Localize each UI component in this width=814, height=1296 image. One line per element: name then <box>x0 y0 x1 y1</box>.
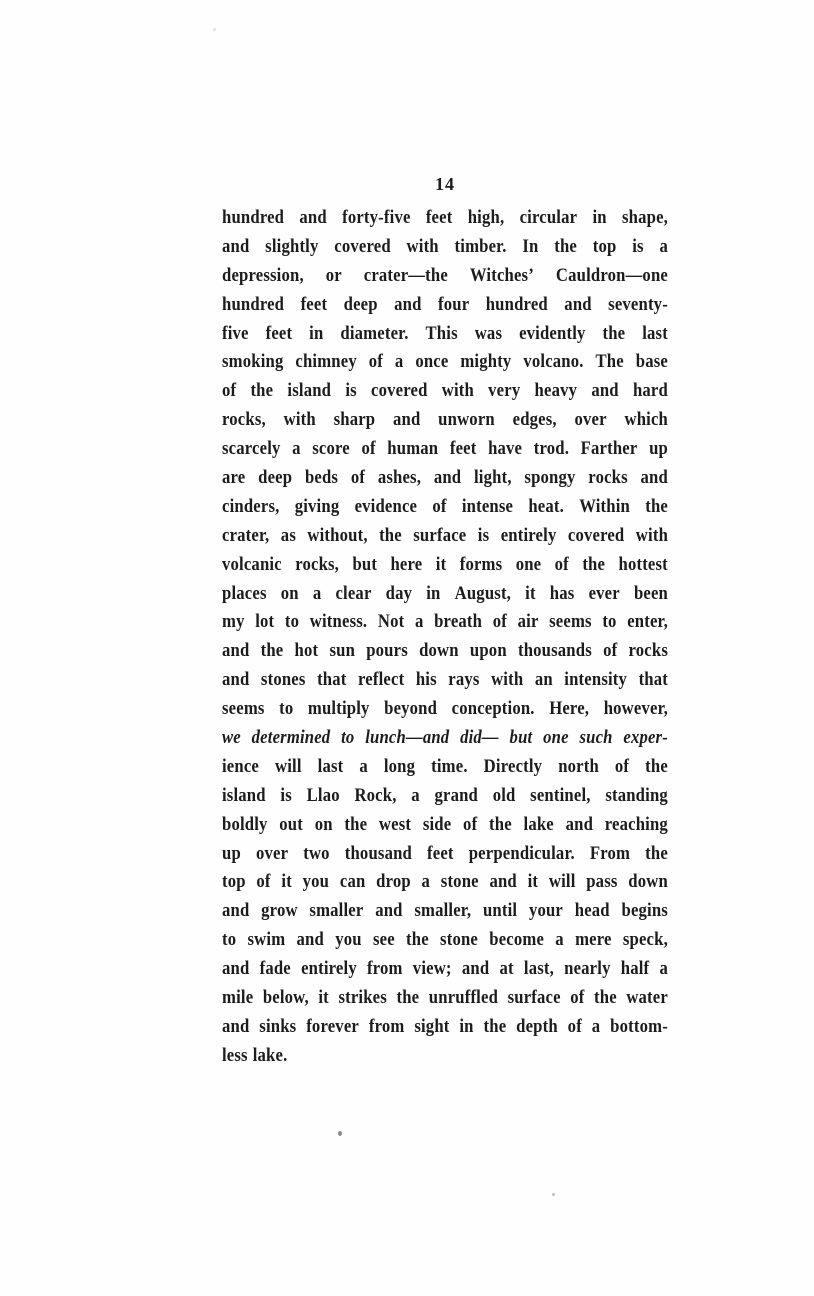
text-line: seems to multiply beyond conception. Here, however, <box>222 698 668 720</box>
text-line: and slightly covered with timber. In the top is a <box>222 235 669 257</box>
scan-speck <box>338 1131 342 1136</box>
text-block <box>222 204 668 1071</box>
text-line: hundred feet deep and four hundred and seventy- <box>222 293 668 315</box>
text-line: mile below, it strikes the unruffled surface of the water <box>222 987 668 1009</box>
text-line: and stones that reflect his rays with an intensity that <box>222 669 669 691</box>
text-line: depression, or crater—the Witches’ Cauldron—one <box>222 264 668 286</box>
text-line: smoking chimney of a once mighty volcano. The base <box>222 351 668 373</box>
text-line: and grow smaller and smaller, until your head begins <box>222 900 668 922</box>
text-line: places on a clear day in August, it has ever been <box>222 582 669 604</box>
text-line: volcanic rocks, but here it forms one of the hottest <box>222 553 668 575</box>
text-line: to swim and you see the stone become a mere speck, <box>222 929 668 951</box>
scan-speck <box>552 1193 555 1196</box>
text-line: up over two thousand feet perpendicular. From the <box>222 842 668 864</box>
text-line: and fade entirely from view; and at last, nearly half a <box>222 958 668 980</box>
text-line: we determined to lunch—and did— but one such exper- <box>222 727 668 749</box>
text-line: and sinks forever from sight in the depth of a bottom- <box>222 1015 668 1037</box>
text-line: my lot to witness. Not a breath of air seems to enter, <box>222 611 668 633</box>
text-line: crater, as without, the surface is entirely covered with <box>222 524 669 546</box>
text-line: rocks, with sharp and unworn edges, over which <box>222 409 668 431</box>
text-line: of the island is covered with very heavy and hard <box>222 380 668 402</box>
text-line: and the hot sun pours down upon thousands of rocks <box>222 640 668 662</box>
text-line: cinders, giving evidence of intense heat. Within the <box>222 495 669 517</box>
text-line: five feet in diameter. This was evidently the last <box>222 322 668 344</box>
text-line: less lake. <box>222 1044 288 1066</box>
scan-speck <box>213 28 216 31</box>
page-number: 14 <box>435 174 455 194</box>
text-line: are deep beds of ashes, and light, spongy rocks and <box>222 467 668 489</box>
text-line: island is Llao Rock, a grand old sentinel, standing <box>222 784 668 806</box>
text-line: ience will last a long time. Directly north of the <box>222 755 668 777</box>
text-line: hundred and forty-five feet high, circular in shape, <box>222 207 669 228</box>
text-line: boldly out on the west side of the lake and reaching <box>222 813 668 835</box>
text-line: top of it you can drop a stone and it will pass down <box>222 871 668 893</box>
text-line: scarcely a score of human feet have trod. Farther up <box>222 438 668 460</box>
